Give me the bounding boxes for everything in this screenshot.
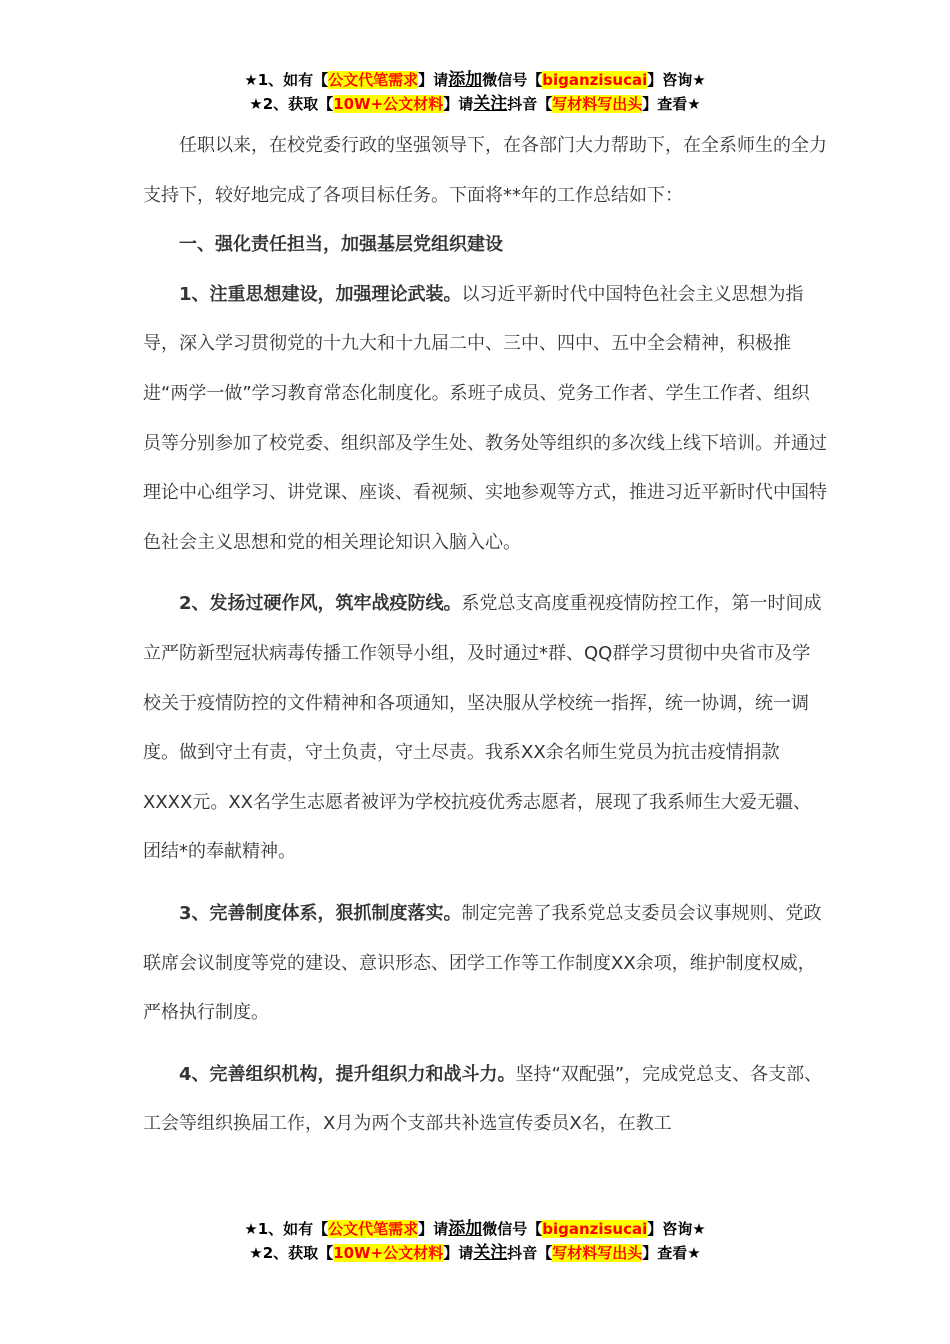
banner-line-2: ★2、获取【10W+公文材料】请关注抖音【写材料写出头】查看★: [249, 94, 701, 114]
paragraph-3-lead: 3、完善制度体系，狠抓制度落实。: [179, 902, 462, 924]
highlight-materials: 10W+公文材料: [333, 1244, 444, 1262]
highlight-materials: 10W+公文材料: [333, 95, 444, 113]
section-heading: 一、强化责任担当，加强基层党组织建设: [179, 234, 503, 256]
underline-add: 添加: [448, 1219, 483, 1239]
highlight-douyin: 写材料写出头: [552, 95, 643, 113]
banner-line-1: ★1、如有【公文代笔需求】请添加微信号【biganzisucai】咨询★: [244, 70, 706, 90]
footer-line-1: ★1、如有【公文代笔需求】请添加微信号【biganzisucai】咨询★: [244, 1219, 706, 1239]
highlight-wechat-id: biganzisucai: [542, 71, 648, 89]
highlight-service: 公文代笔需求: [328, 71, 419, 89]
header-banner: [0, 68, 950, 116]
highlight-wechat-id: biganzisucai: [542, 1220, 648, 1238]
document-body: [143, 121, 827, 1149]
paragraph-1: 1、注重思想建设，加强理论武装。以习近平新时代中国特色社会主义思想为指导，深入学习贯彻党的十九大和十九届二中、三中、四中、五中全会精神，积极推进“两学一做”学习教育常态化制度化。系班子成员、党务工作者、学生工作者、组织员等分别参加了校党委、组织部及学生处、教务处等组织的多次线上线下培训。并通过理论中心组学习、讲党课、座谈、看视频、实地参观等方式，推进习近平新时代中国特色社会主义思想和党的相关理论知识入脑入心。: [143, 283, 827, 553]
paragraph-4-lead: 4、完善组织机构，提升组织力和战斗力。: [179, 1063, 516, 1085]
paragraph-3: 3、完善制度体系，狠抓制度落实。制定完善了我系党总支委员会议事规则、党政联席会议制度等党的建设、意识形态、团学工作等工作制度XX余项，维护制度权威，严格执行制度。: [143, 902, 822, 1024]
paragraph-2-lead: 2、发扬过硬作风，筑牢战疫防线。: [179, 593, 462, 615]
paragraph-4: 4、完善组织机构，提升组织力和战斗力。坚持“双配强”，完成党总支、各支部、工会等组织换届工作，X月为两个支部共补选宣传委员X名，在教工: [143, 1063, 823, 1135]
paragraph-1-lead: 1、注重思想建设，加强理论武装。: [179, 283, 462, 305]
footer-line-2: ★2、获取【10W+公文材料】请关注抖音【写材料写出头】查看★: [249, 1243, 701, 1263]
highlight-douyin: 写材料写出头: [552, 1244, 643, 1262]
underline-add: 添加: [448, 70, 483, 90]
footer-banner: [0, 1217, 950, 1265]
underline-follow: 关注: [473, 1243, 508, 1263]
highlight-service: 公文代笔需求: [328, 1220, 419, 1238]
paragraph-2: 2、发扬过硬作风，筑牢战疫防线。系党总支高度重视疫情防控工作，第一时间成立严防新型冠状病毒传播工作领导小组，及时通过*群、QQ群学习贯彻中央省市及学校关于疫情防控的文件精神和各项通知，坚决服从学校统一指挥，统一协调，统一调度。做到守土有责，守土负责，守土尽责。我系XX余名师生党员为抗击疫情捐款XXXX元。XX名学生志愿者被评为学校抗疫优秀志愿者，展现了我系师生大爱无疆、团结*的奉献精神。: [143, 593, 822, 863]
underline-follow: 关注: [473, 94, 508, 114]
intro-paragraph: 任职以来，在校党委行政的坚强领导下，在各部门大力帮助下，在全系师生的全力支持下，较好地完成了各项目标任务。下面将**年的工作总结如下：: [143, 135, 827, 206]
